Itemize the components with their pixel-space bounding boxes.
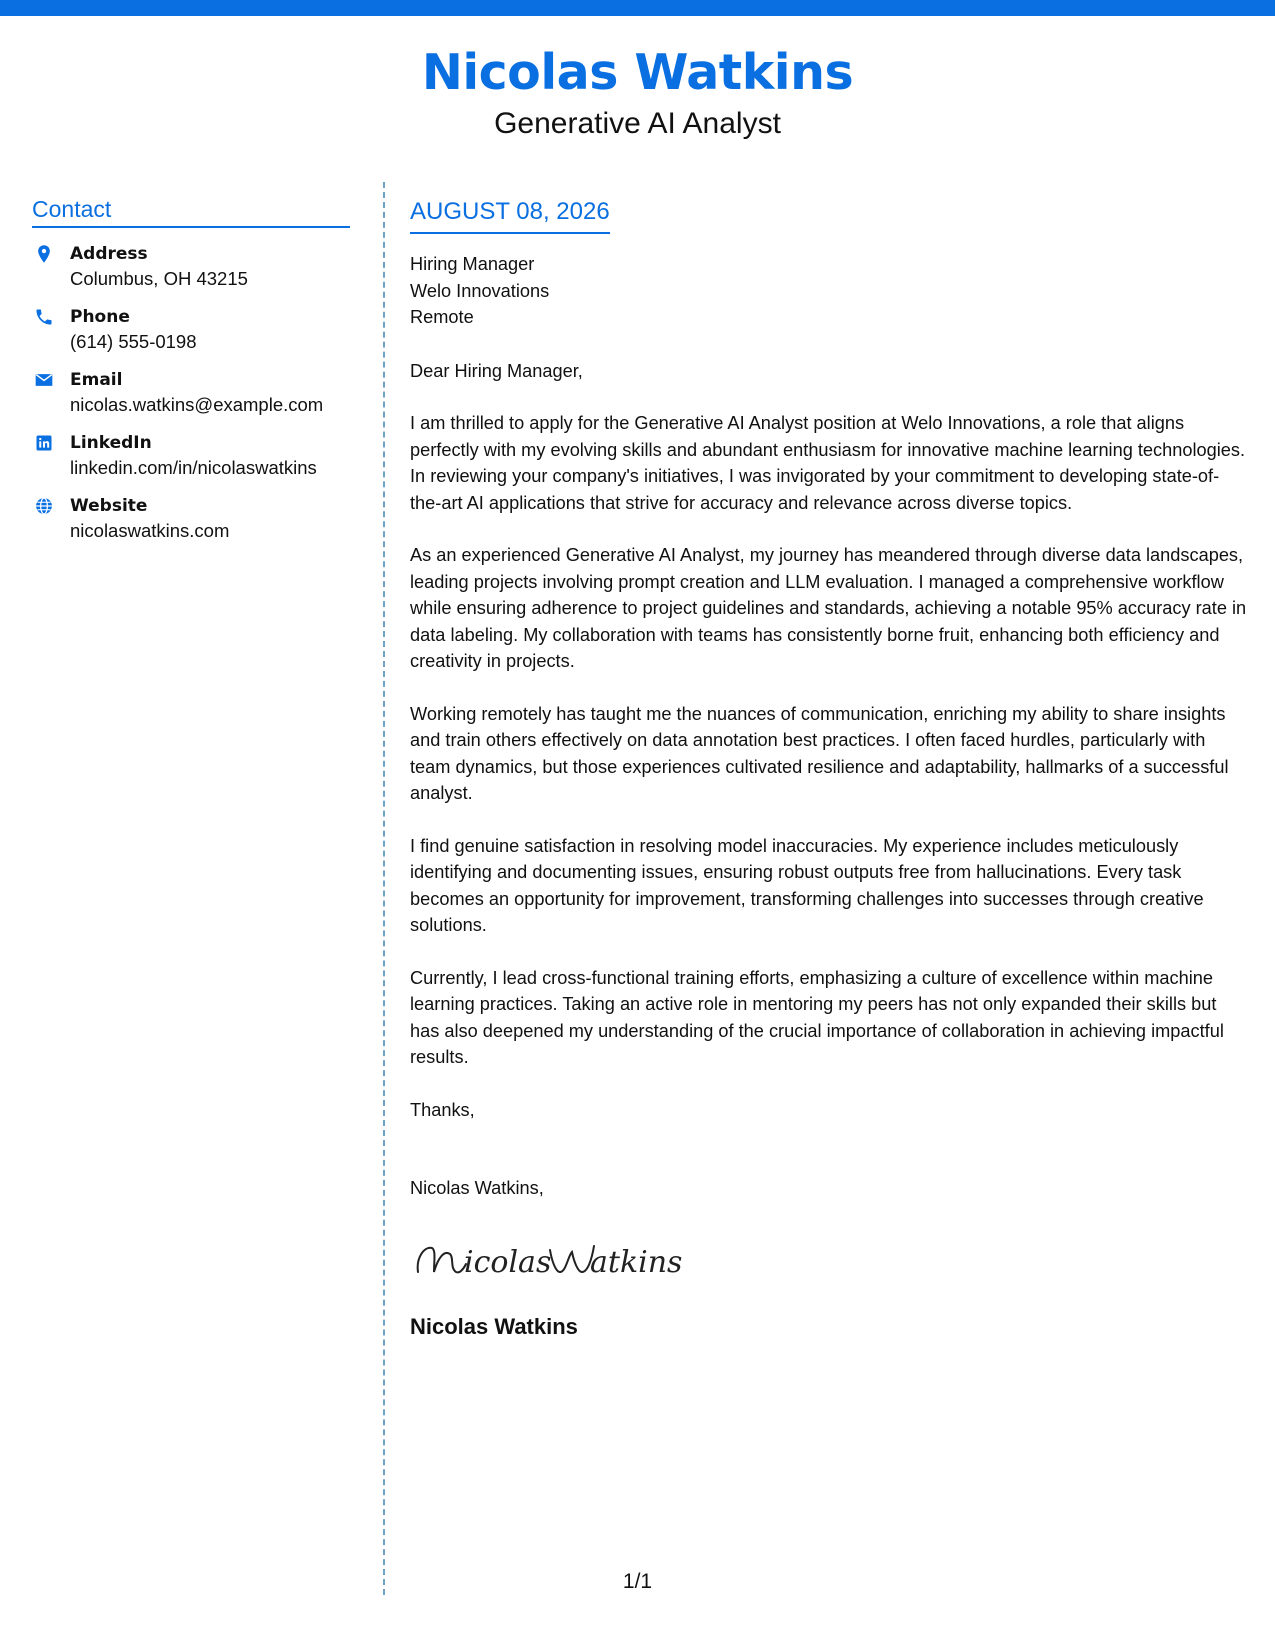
contact-heading: Contact	[32, 195, 350, 228]
top-accent-bar	[0, 0, 1275, 16]
contact-value: nicolaswatkins.com	[70, 520, 230, 541]
signoff-name: Nicolas Watkins,	[410, 1178, 544, 1198]
job-title: Generative AI Analyst	[494, 107, 781, 140]
letter-date: AUGUST 08, 2026	[410, 196, 610, 234]
svg-text:icolas: icolas	[464, 1244, 552, 1280]
salutation: Dear Hiring Manager,	[410, 360, 583, 381]
phone-icon	[34, 307, 54, 327]
page-number: 1/1	[622, 1570, 653, 1593]
letter-paragraph: Currently, I lead cross-functional training efforts, emphasizing a culture of excellence within machine learning practices. Taking an active role in mentoring my peers has not only expanded their skills but has also deepened my understanding of the crucial importance of collaboration in achieving impactful results.	[410, 967, 1224, 1067]
contact-label: Email	[70, 370, 123, 390]
contact-item-website	[32, 494, 350, 557]
contact-value: (614) 555-0198	[70, 331, 197, 352]
globe-icon	[34, 496, 54, 516]
letter-paragraph: Working remotely has taught me the nuances of communication, enriching my ability to share insights and train others effectively on data annotation best practices. I often faced hurdles, particularly with team dynamics, but those experiences cultivated resilience and adaptability, hallmarks of a successful analyst.	[410, 703, 1229, 803]
contact-label: LinkedIn	[70, 433, 152, 453]
letter-body	[410, 196, 1250, 1341]
contact-value: Columbus, OH 43215	[70, 268, 248, 289]
contact-item-phone	[32, 305, 350, 368]
letter-paragraph: I am thrilled to apply for the Generative AI Analyst position at Welo Innovations, a role that aligns perfectly with my evolving skills and abundant enthusiasm for innovative machine learning technologies. In reviewing your company's initiatives, I was invigorated by your commitment to developing state-of-the-art AI applications that strive for accuracy and relevance across diverse topics.	[410, 413, 1246, 513]
recipient-line: Welo Innovations	[410, 280, 550, 301]
applicant-name: Nicolas Watkins	[421, 44, 854, 101]
closing: Thanks,	[410, 1099, 475, 1120]
contact-value: nicolas.watkins@example.com	[70, 394, 324, 415]
contact-value: linkedin.com/in/nicolaswatkins	[70, 457, 317, 478]
recipient-block	[410, 251, 1250, 331]
email-icon	[34, 370, 54, 390]
linkedin-icon	[34, 433, 54, 453]
column-divider	[383, 182, 385, 1595]
contact-label: Website	[70, 496, 148, 516]
header	[0, 40, 1275, 142]
contact-item-email	[32, 368, 350, 431]
contact-sidebar	[32, 195, 350, 557]
svg-text:atkins: atkins	[590, 1244, 683, 1280]
letter-paragraph: I find genuine satisfaction in resolving model inaccuracies. My experience includes meticulously identifying and documenting issues, ensuring robust outputs free from hallucinations. Every task becomes an opportunity for improvement, transforming challenges into successes through creative solutions.	[410, 835, 1204, 935]
recipient-line: Remote	[410, 307, 474, 327]
recipient-line: Hiring Manager	[410, 254, 535, 274]
contact-label: Address	[70, 244, 148, 264]
letter-paragraph: As an experienced Generative AI Analyst, my journey has meandered through diverse data landscapes, leading projects involving prompt creation and LLM evaluation. I managed a comprehensive workflow while ensuring adherence to project guidelines and standards, achieving a notable 95% accuracy rate in data labeling. My collaboration with teams has consistently borne fruit, enhancing both efficiency and creativity in projects.	[410, 545, 1247, 671]
contact-item-address	[32, 242, 350, 305]
location-pin-icon	[34, 244, 54, 264]
handwritten-signature	[410, 1228, 690, 1288]
signed-name: Nicolas Watkins	[410, 1314, 578, 1339]
contact-item-linkedin	[32, 431, 350, 494]
contact-label: Phone	[70, 307, 130, 327]
